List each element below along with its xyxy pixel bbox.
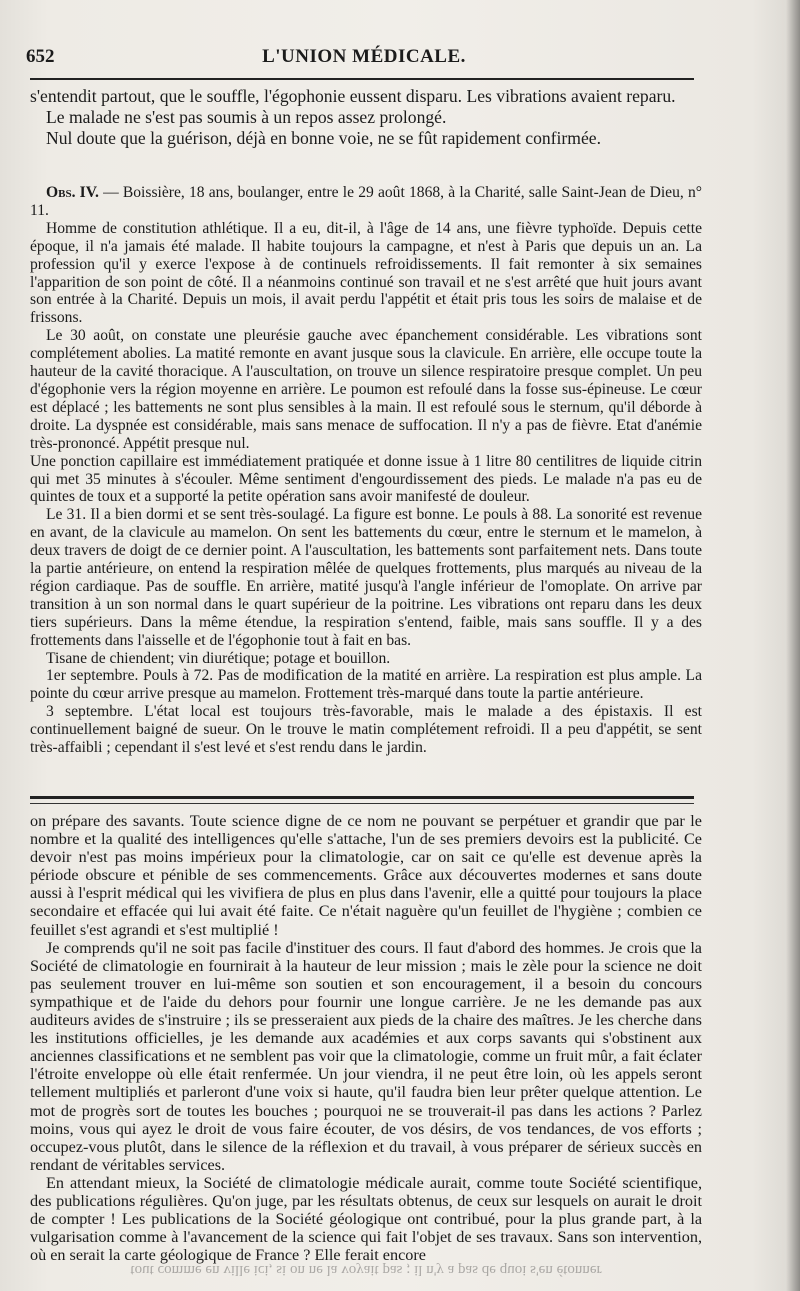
feuilleton-rule-thin xyxy=(30,803,694,804)
bleed-through-text: tout comme en ville ici, si on ne la voyait pas ; il n'y a pas de quoi s'en étonner xyxy=(130,1262,602,1278)
header-rule xyxy=(30,78,694,80)
observation-heading xyxy=(30,184,702,220)
feuilleton-section xyxy=(30,812,702,1264)
feuilleton-rule-thick xyxy=(30,796,694,799)
feuilleton-paragraph: En attendant mieux, la Société de climatologie médicale aurait, comme toute Société scientifique, des publications régulières. Qu'on juge, par les résultats obtenus, de ceux sur lesquels on aurait le droit de compter ! Les publications de la Société géologique ont contribué, pour la plus grande part, à la vulgarisation comme à l'avancement de la science qui fait l'objet de ses travaux. Sans son intervention, où en serait la carte géologique de France ? Elle ferait encore xyxy=(30,1173,702,1265)
page-edge-shadow xyxy=(786,0,800,1291)
observation-paragraph: 1er septembre. Pouls à 72. Pas de modification de la matité en arrière. La respiration est plus ample. La pointe du cœur arrive presque au mamelon. Frottement très-marqué dans toute la partie antérieure. xyxy=(30,667,702,703)
observation-heading-text: — Boissière, 18 ans, boulanger, entre le 29 août 1868, à la Charité, salle Saint-Jean de Dieu, n° 11. xyxy=(30,184,702,219)
feuilleton-paragraph: on prépare des savants. Toute science digne de ce nom ne pouvant se perpétuer et grandir que par le nombre et la qualité des intelligences qu'elle s'attache, l'un de ses premiers devoirs est la publicité. Ce devoir n'est pas moins impérieux pour la climatologie, car on sait ce qu'elle est devenue après la période obscure et pénible de ses commencements. Grâce aux découvertes modernes et sans doute aussi à l'esprit médical qui les vivifiera de plus en plus dans l'avenir, elle a quitté pour toujours la place secondaire et effacée qui lui avait été faite. Ce n'était naguère qu'un feuillet de l'hygiène ; combien ce feuillet s'est agrandi et s'est multiplié ! xyxy=(30,812,702,939)
observation-paragraph: Le 31. Il a bien dormi et se sent très-soulagé. La figure est bonne. Le pouls à 88. La sonorité est revenue en avant, de la clavicule au mamelon. On sent les battements du cœur, entre le sternum et le mamelon, à deux travers de doigt de ce dernier point. A l'auscultation, les battements sont parfaitement nets. Dans toute la partie antérieure, on entend la respiration mêlée de quelques frottements, plus marqués au niveau de la région cardiaque. Pas de souffle. En arrière, matité jusqu'à l'angle inférieur de l'omoplate. On arrive par transition à un son normal dans le quart supérieur de la poitrine. Les vibrations ont reparu dans les deux tiers supérieurs. Dans la même étendue, la respiration s'entend, faible, mais sans souffle. Il y a des frottements dans l'aisselle et de l'égophonie tout à fait en bas. xyxy=(30,506,702,649)
observation-section xyxy=(30,184,702,757)
observation-paragraph: Le 30 août, on constate une pleurésie gauche avec épanchement considérable. Les vibrations sont complétement abolies. La matité remonte en avant jusque sous la clavicule. En arrière, elle occupe toute la hauteur de la cavité thoracique. A l'auscultation, on trouve un silence respiratoire presque complet. Un peu d'égophonie vers la région moyenne en arrière. Le poumon est refoulé dans la fosse sus-épineuse. Le cœur est déplacé ; les battements ne sont plus sensibles à la main. Il est refoulé sous le sternum, qu'il déborde à droite. La dyspnée est considérable, mais sans menace de suffocation. Il n'y a pas de fièvre. Etat d'anémie très-prononcé. Appétit presque nul. xyxy=(30,327,702,452)
page-header xyxy=(26,46,702,74)
continuation-paragraph: Le malade ne s'est pas soumis à un repos assez prolongé. xyxy=(46,107,447,127)
continuation-paragraph: s'entendit partout, que le souffle, l'égophonie eussent disparu. Les vibrations avaient reparu. xyxy=(30,86,676,106)
observation-paragraph: Tisane de chiendent; vin diurétique; potage et bouillon. xyxy=(46,649,391,667)
observation-label: Obs. IV. xyxy=(46,184,99,201)
page-number: 652 xyxy=(26,46,55,67)
continuation-paragraph: Nul doute que la guérison, déjà en bonne voie, ne se fût rapidement confirmée. xyxy=(46,128,601,148)
journal-title: L'UNION MÉDICALE. xyxy=(262,46,466,67)
feuilleton-paragraph: Je comprends qu'il ne soit pas facile d'instituer des cours. Il faut d'abord des hommes. Je crois que la Société de climatologie en fournirait à la hauteur de leur mission ; mais le zèle pour la science ne doit pas seulement trouver en lui-même son soutien et son encouragement, il a besoin du concours sympathique et de l'aide du dehors pour fournir une longue carrière. Je ne les demande pas aux auditeurs avides de s'instruire ; ils se presseraient aux pieds de la chaire des maîtres. Je les cherche dans les institutions officielles, je les demande aux académies et aux corps savants qui s'obstinent aux anciennes classifications et ne semblent pas voir que la climatologie, comme un fruit mûr, a fait éclater l'étroite enveloppe où elle était renfermée. Un jour viendra, il ne peut être loin, où les appels seront tellement multipliés et parleront d'une voix si haute, qu'il faudra bien leur prêter quelque attention. Le mot de progrès sort de toutes les bouches ; pourquoi ne se trouverait-il pas dans les actions ? Parlez moins, vous qui ayez le droit de vous faire écouter, de vos désirs, de vos tendances, de vos efforts ; occupez-vous plutôt, dans le silence de la réflexion et du travail, à vous préparer de sérieux succès en rendant de véritables services. xyxy=(30,938,702,1174)
observation-paragraph: Une ponction capillaire est immédiatement pratiquée et donne issue à 1 litre 80 centilitres de liquide citrin qui met 35 minutes à s'écouler. Même sentiment d'engourdissement des pieds. Le malade n'a pas eu de quintes de toux et a supporté la petite opération sans avoir manifesté de douleur. xyxy=(30,452,702,506)
continuation-text xyxy=(30,86,702,149)
observation-paragraph: 3 septembre. L'état local est toujours très-favorable, mais le malade a des épistaxis. Il est continuellement baigné de sueur. On le trouve le matin complétement refroidi. Il a peu d'appétit, se sent très-affaibli ; cependant il s'est levé et s'est rendu dans le jardin. xyxy=(30,703,702,757)
observation-paragraph: Homme de constitution athlétique. Il a eu, dit-il, à l'âge de 14 ans, une fièvre typhoïde. Depuis cette époque, il n'a jamais été malade. Il habite toujours la campagne, et n'est à Paris que depuis un an. La profession qu'il y exerce l'expose à de continuels refroidissements. Il fait remonter à six semaines l'apparition de son point de côté. Il a néanmoins continué son travail et ne s'est arrêté que huit jours avant son entrée à la Charité. Depuis un mois, il avait perdu l'appétit et était pris tous les soirs de malaise et de frissons. xyxy=(30,219,702,327)
